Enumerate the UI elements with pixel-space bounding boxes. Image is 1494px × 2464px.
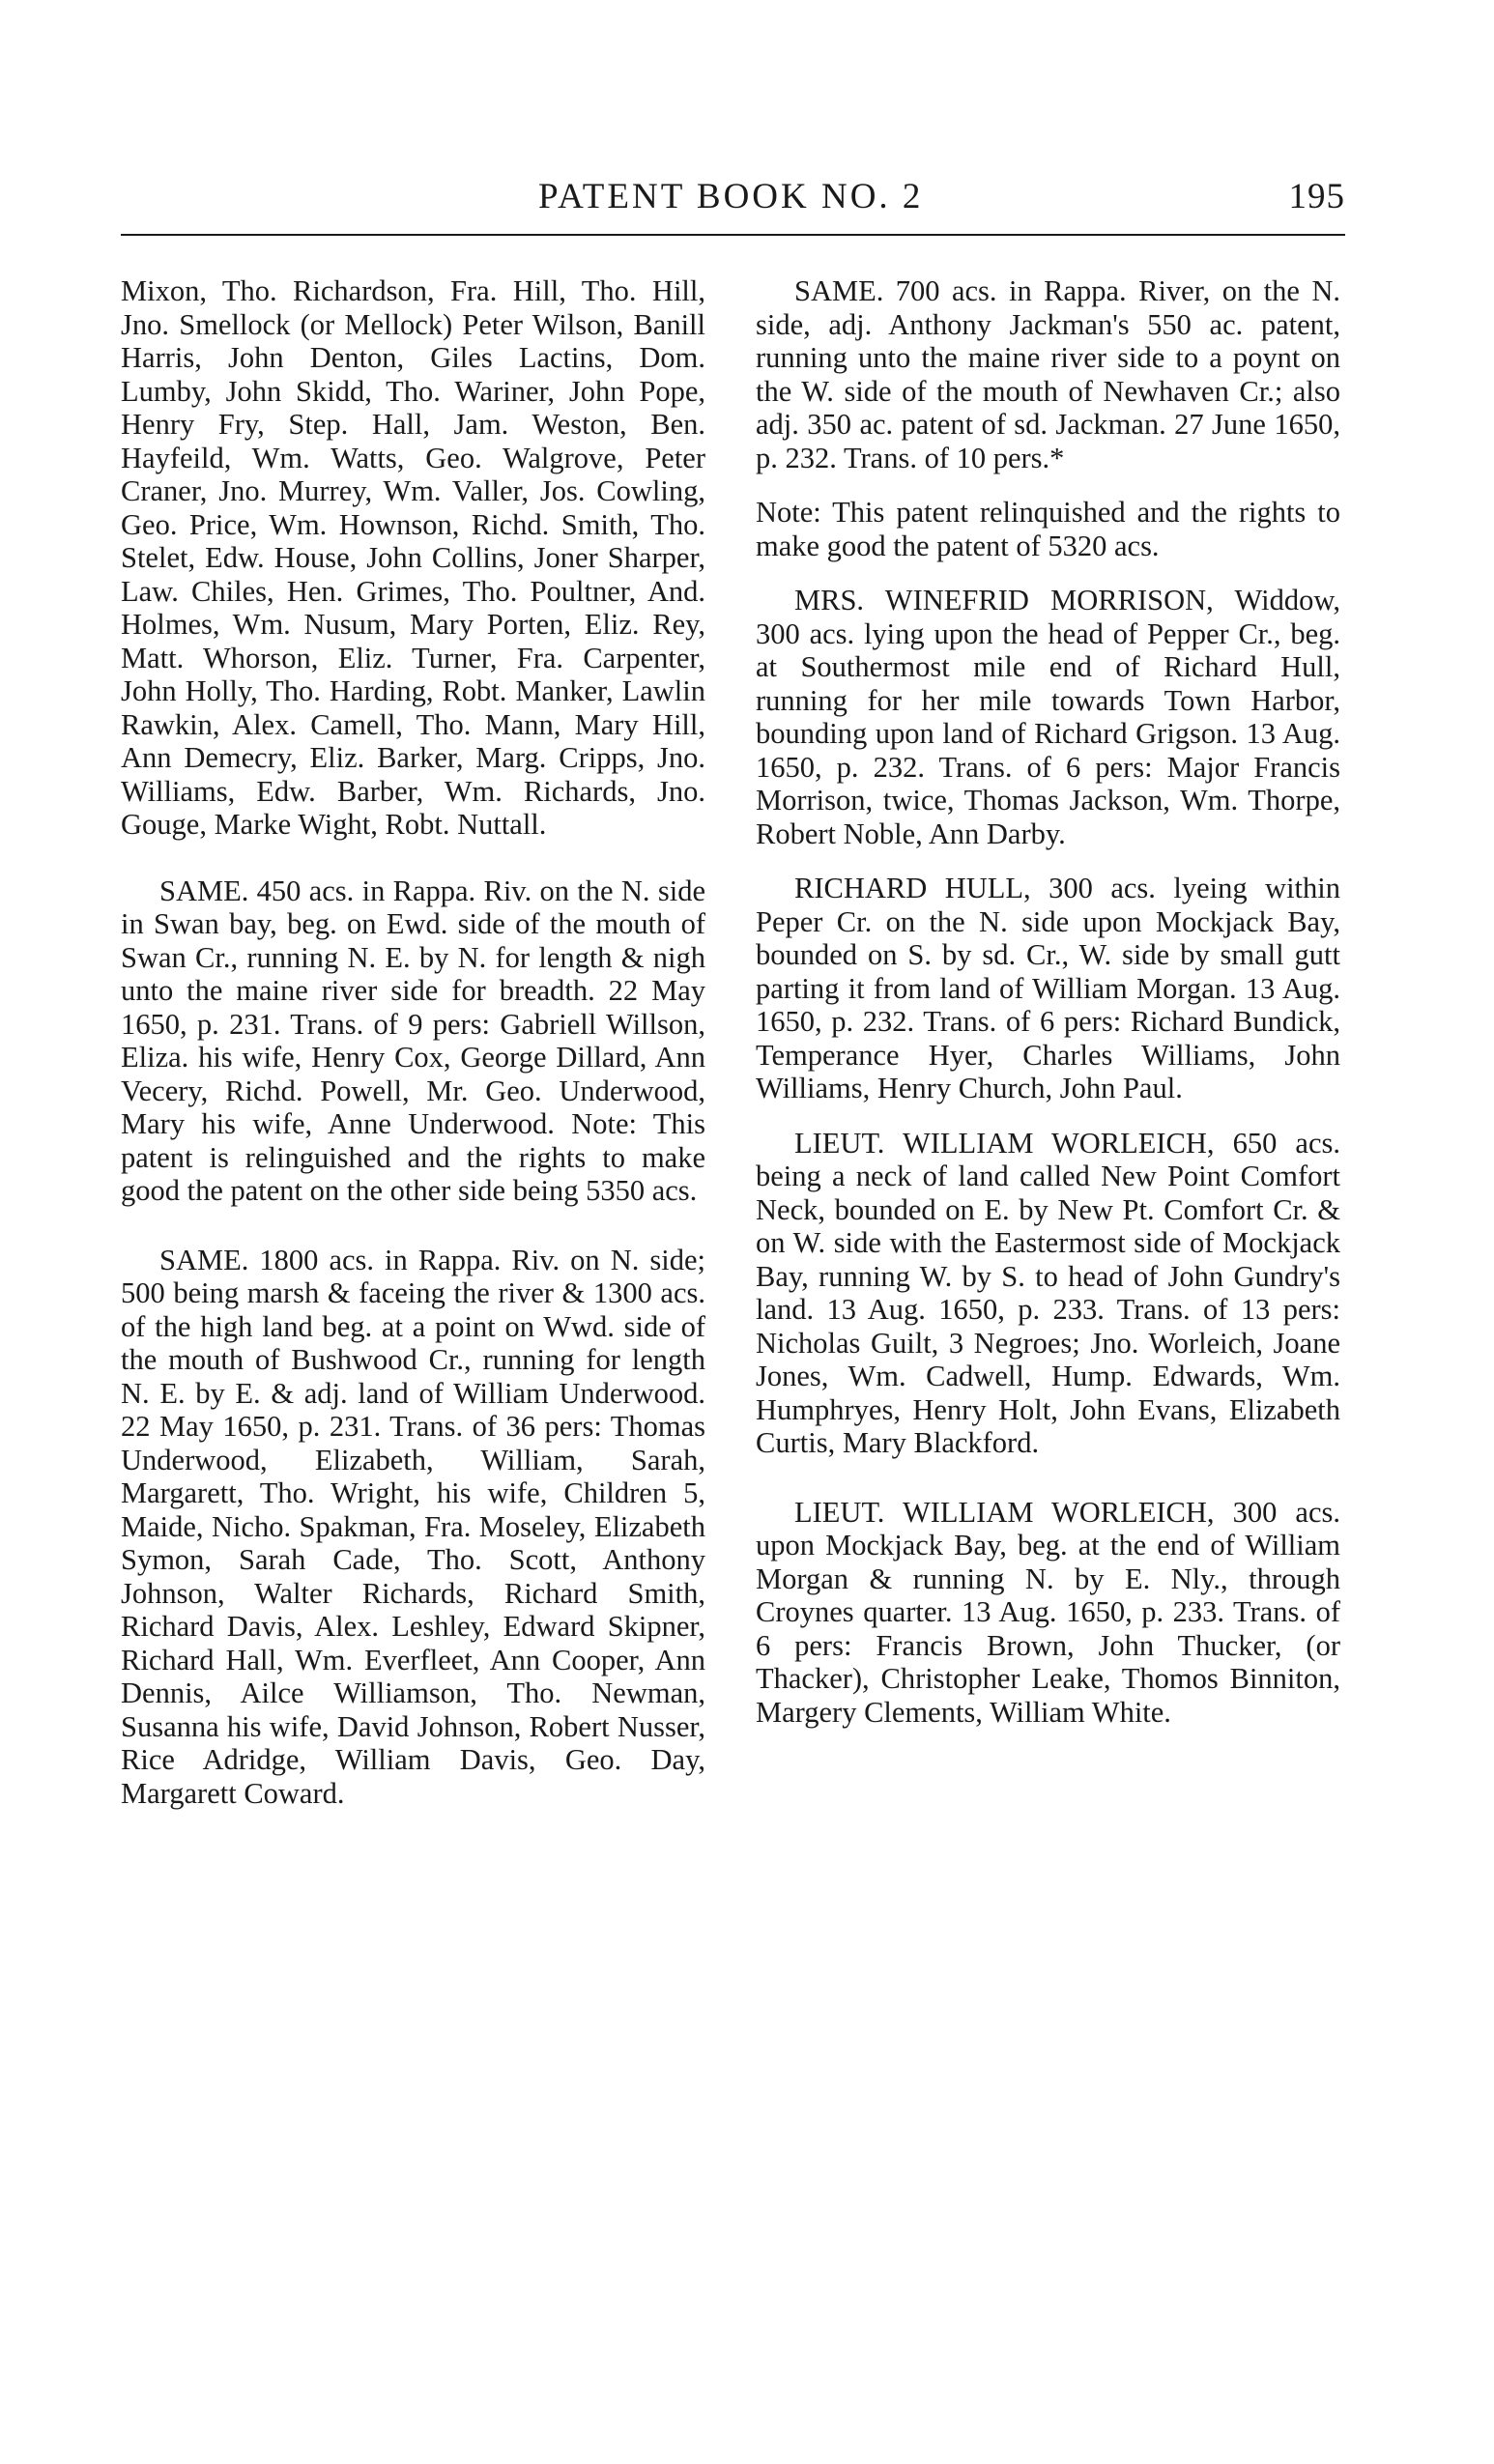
entry-note-relinquished: Note: This patent relinquished and the rights to make good the patent of 5320 acs. [756,496,1340,562]
entry-continued-names: Mixon, Tho. Richardson, Fra. Hill, Tho. Hill, Jno. Smellock (or Mellock) Peter Wilson, Banill Harris, John Denton, Giles Lactins, Dom. Lumby, John Skidd, Tho. Wariner, John Pope, Henry Fry, Step. Hall, Jam. Weston, Ben. Hayfeild, Wm. Watts, Geo. Walgrove, Peter Craner, Jno. Murrey, Wm. Valler, Jos. Cowling, Geo. Price, Wm. Hownson, Richd. Smith, Tho. Stelet, Edw. House, John Collins, Joner Sharper, Law. Chiles, Hen. Grimes, Tho. Poultner, And. Holmes, Wm. Nusum, Mary Porten, Eliz. Rey, Matt. Whorson, Eliz. Turner, Fra. Carpenter, John Holly, Tho. Harding, Robt. Manker, Lawlin Rawkin, Alex. Camell, Tho. Mann, Mary Hill, Ann Demecry, Eliz. Barker, Marg. Cripps, Jno. Williams, Edw. Barber, Wm. Richards, Jno. Gouge, Marke Wight, Robt. Nuttall. [121,274,705,841]
entry-same-450-acs: SAME. 450 acs. in Rappa. Riv. on the N. side in Swan bay, beg. on Ewd. side of the mouth of Swan Cr., running N. E. by N. for length & nigh unto the maine river side for breadth. 22 May 1650, p. 231. Trans. of 9 pers: Gabriell Willson, Eliza. his wife, Henry Cox, George Dillard, Ann Vecery, Richd. Powell, Mr. Geo. Underwood, Mary his wife, Anne Underwood. Note: This patent is relinguished and the rights to make good the patent on the other side being 5350 acs. [121,874,705,1207]
entry-same-700-acs: SAME. 700 acs. in Rappa. River, on the N. side, adj. Anthony Jackman's 550 ac. patent, running unto the maine river side to a poynt on the W. side of the mouth of Newhaven Cr.; also adj. 350 ac. patent of sd. Jackman. 27 June 1650, p. 232. Trans. of 10 pers.* [756,274,1340,474]
page-number: 195 [1288,177,1345,216]
entry-same-1800-acs: SAME. 1800 acs. in Rappa. Riv. on N. side; 500 being marsh & faceing the river & 1300 acs. of the high land beg. at a point on Wwd. side of the mouth of Bushwood Cr., running for length N. E. by E. & adj. land of William Underwood. 22 May 1650, p. 231. Trans. of 36 pers: Thomas Underwood, Elizabeth, William, Sarah, Margarett, Tho. Wright, his wife, Children 5, Maide, Nicho. Spakman, Fra. Moseley, Elizabeth Symon, Sarah Cade, Tho. Scott, Anthony Johnson, Walter Richards, Richard Smith, Richard Davis, Alex. Leshley, Edward Skipner, Richard Hall, Wm. Everfleet, Ann Cooper, Ann Dennis, Ailce Williamson, Tho. Newman, Susanna his wife, David Johnson, Robert Nusser, Rice Adridge, William Davis, Geo. Day, Margarett Coward. [121,1243,705,1810]
right-column [756,274,1340,1729]
running-title: PATENT BOOK NO. 2 [538,177,924,216]
left-column [121,274,705,1810]
entry-richard-hull: RICHARD HULL, 300 acs. lyeing within Peper Cr. on the N. side upon Mockjack Bay, bounded on S. by sd. Cr., W. side by small gutt parting it from land of William Morgan. 13 Aug. 1650, p. 232. Trans. of 6 pers: Richard Bundick, Temperance Hyer, Charles Williams, John Williams, Henry Church, John Paul. [756,872,1340,1104]
page-header [121,176,1345,236]
entry-william-worleich-300: LIEUT. WILLIAM WORLEICH, 300 acs. upon Mockjack Bay, beg. at the end of William Morgan & running N. by E. Nly., through Croynes quarter. 13 Aug. 1650, p. 233. Trans. of 6 pers: Francis Brown, John Thucker, (or Thacker), Christopher Leake, Thomos Binniton, Margery Clements, William White. [756,1495,1340,1729]
entry-winefrid-morrison: MRS. WINEFRID MORRISON, Widdow, 300 acs. lying upon the head of Pepper Cr., beg. at Southermost mile end of Richard Hull, running for her mile towards Town Harbor, bounding upon land of Richard Grigson. 13 Aug. 1650, p. 232. Trans. of 6 pers: Major Francis Morrison, twice, Thomas Jackson, Wm. Thorpe, Robert Noble, Ann Darby. [756,584,1340,850]
entry-william-worleich-650: LIEUT. WILLIAM WORLEICH, 650 acs. being a neck of land called New Point Comfort Neck, bounded on E. by New Pt. Comfort Cr. & on W. side with the Eastermost side of Mockjack Bay, running W. by S. to head of John Gundry's land. 13 Aug. 1650, p. 233. Trans. of 13 pers: Nicholas Guilt, 3 Negroes; Jno. Worleich, Joane Jones, Wm. Cadwell, Hump. Edwards, Wm. Humphryes, Henry Holt, John Evans, Elizabeth Curtis, Mary Blackford. [756,1126,1340,1459]
